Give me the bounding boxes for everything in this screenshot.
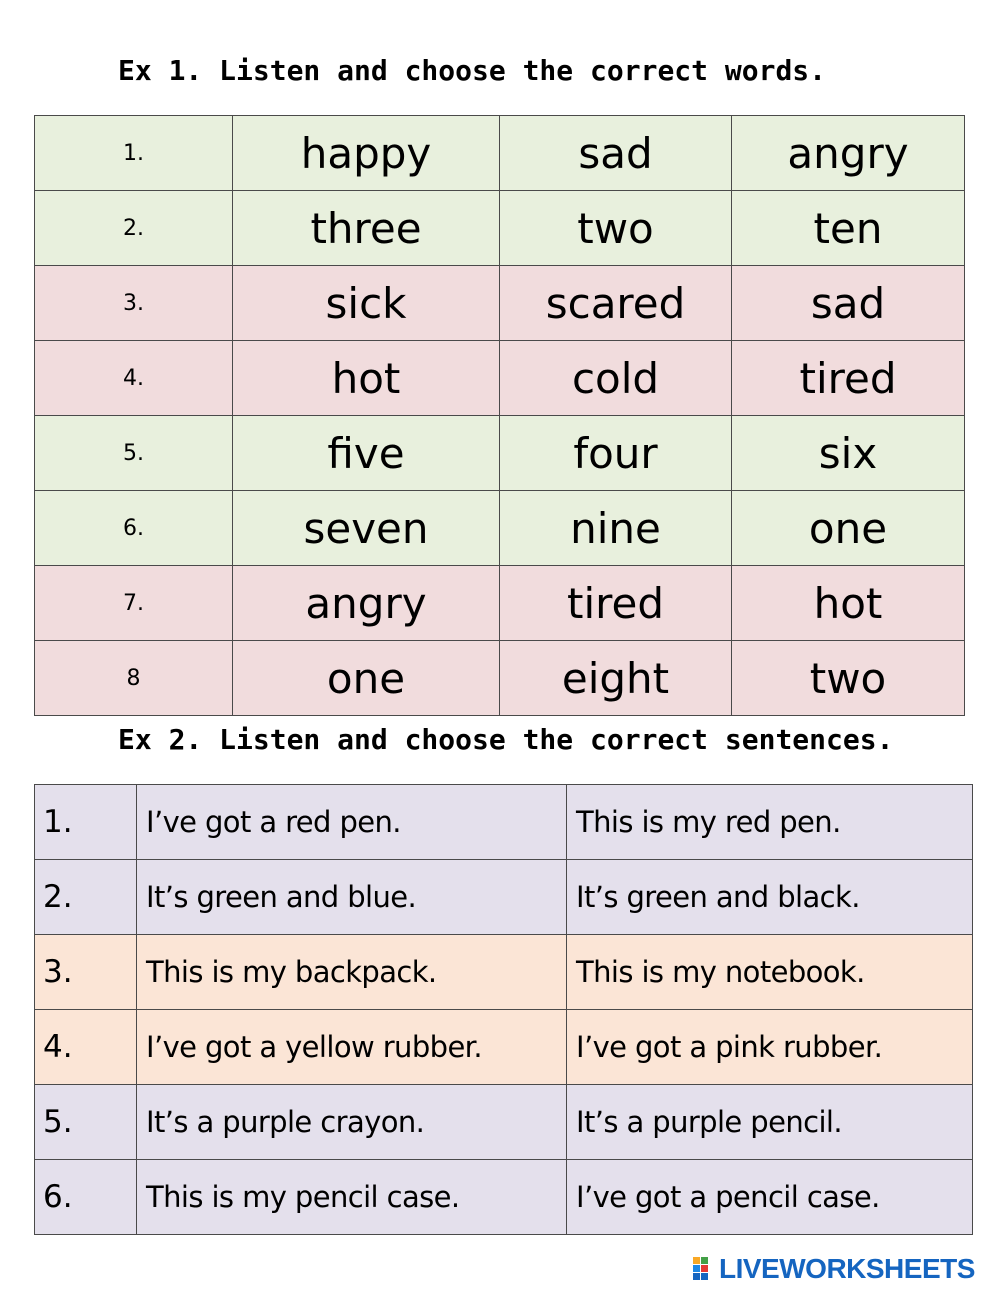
item-number: 4.	[35, 341, 233, 416]
word-choice[interactable]: eight	[500, 641, 732, 716]
exercise-2-row	[35, 1085, 973, 1160]
sentence-choice[interactable]: I’ve got a yellow rubber.	[137, 1010, 567, 1085]
word-choice[interactable]: one	[233, 641, 500, 716]
word-choice[interactable]: tired	[732, 341, 965, 416]
word-choice[interactable]: five	[233, 416, 500, 491]
item-number: 8	[35, 641, 233, 716]
exercise-2-row	[35, 1010, 973, 1085]
exercise-2-table	[34, 784, 973, 1235]
word-choice[interactable]: scared	[500, 266, 732, 341]
word-choice[interactable]: six	[732, 416, 965, 491]
item-number: 2.	[35, 860, 137, 935]
word-choice[interactable]: sad	[500, 116, 732, 191]
item-number: 1.	[35, 116, 233, 191]
item-number: 4.	[35, 1010, 137, 1085]
word-choice[interactable]: angry	[732, 116, 965, 191]
item-number: 3.	[35, 266, 233, 341]
exercise-2-row	[35, 935, 973, 1010]
sentence-choice[interactable]: I’ve got a pencil case.	[567, 1160, 973, 1235]
word-choice[interactable]: hot	[233, 341, 500, 416]
sentence-choice[interactable]: It’s green and blue.	[137, 860, 567, 935]
exercise-1-row	[35, 416, 965, 491]
item-number: 3.	[35, 935, 137, 1010]
exercise-2-row	[35, 1160, 973, 1235]
exercise-1-row	[35, 266, 965, 341]
word-choice[interactable]: seven	[233, 491, 500, 566]
exercise-1-row	[35, 191, 965, 266]
word-choice[interactable]: sick	[233, 266, 500, 341]
exercise-1-row	[35, 566, 965, 641]
exercise-1-row	[35, 641, 965, 716]
item-number: 6.	[35, 491, 233, 566]
word-choice[interactable]: four	[500, 416, 732, 491]
liveworksheets-logo-icon	[693, 1257, 717, 1281]
word-choice[interactable]: angry	[233, 566, 500, 641]
exercise-1-title: Ex 1. Listen and choose the correct words.	[118, 54, 827, 87]
exercise-2-row	[35, 860, 973, 935]
word-choice[interactable]: two	[732, 641, 965, 716]
item-number: 6.	[35, 1160, 137, 1235]
sentence-choice[interactable]: I’ve got a pink rubber.	[567, 1010, 973, 1085]
word-choice[interactable]: cold	[500, 341, 732, 416]
word-choice[interactable]: hot	[732, 566, 965, 641]
word-choice[interactable]: sad	[732, 266, 965, 341]
item-number: 5.	[35, 416, 233, 491]
sentence-choice[interactable]: This is my notebook.	[567, 935, 973, 1010]
word-choice[interactable]: three	[233, 191, 500, 266]
word-choice[interactable]: two	[500, 191, 732, 266]
word-choice[interactable]: nine	[500, 491, 732, 566]
sentence-choice[interactable]: This is my backpack.	[137, 935, 567, 1010]
item-number: 2.	[35, 191, 233, 266]
exercise-2-row	[35, 785, 973, 860]
sentence-choice[interactable]: It’s green and black.	[567, 860, 973, 935]
sentence-choice[interactable]: This is my red pen.	[567, 785, 973, 860]
exercise-1-row	[35, 341, 965, 416]
exercise-2-title: Ex 2. Listen and choose the correct sentences.	[118, 723, 894, 756]
item-number: 5.	[35, 1085, 137, 1160]
liveworksheets-logo	[693, 1253, 975, 1285]
exercise-1-row	[35, 116, 965, 191]
word-choice[interactable]: ten	[732, 191, 965, 266]
exercise-1-table	[34, 115, 965, 716]
sentence-choice[interactable]: This is my pencil case.	[137, 1160, 567, 1235]
word-choice[interactable]: tired	[500, 566, 732, 641]
item-number: 7.	[35, 566, 233, 641]
sentence-choice[interactable]: I’ve got a red pen.	[137, 785, 567, 860]
sentence-choice[interactable]: It’s a purple crayon.	[137, 1085, 567, 1160]
exercise-1-row	[35, 491, 965, 566]
logo-text: LIVEWORKSHEETS	[719, 1253, 975, 1284]
word-choice[interactable]: one	[732, 491, 965, 566]
item-number: 1.	[35, 785, 137, 860]
word-choice[interactable]: happy	[233, 116, 500, 191]
sentence-choice[interactable]: It’s a purple pencil.	[567, 1085, 973, 1160]
